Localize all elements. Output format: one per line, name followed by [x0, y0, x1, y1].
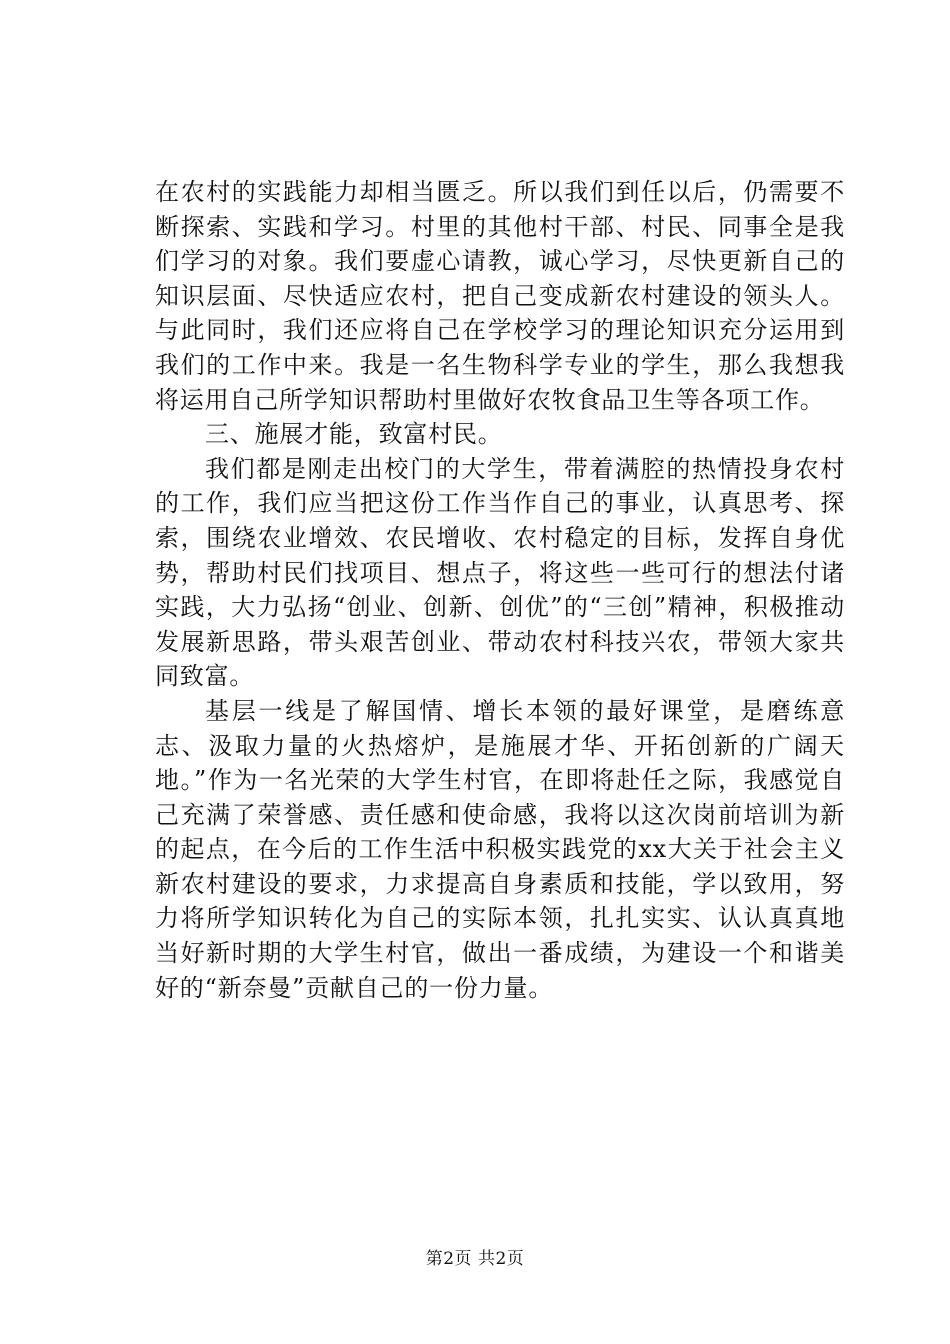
page-number-footer: 第2页 共2页	[425, 1249, 525, 1269]
paragraph: 我们都是刚走出校门的大学生，带着满腔的热情投身农村的工作，我们应当把这份工作当作自己的事业，认真思考、探索，围绕农业增效、农民增收、农村稳定的目标，发挥自身优势，帮助村民们找项目、想点子，将这些一些可行的想法付诸实践，大力弘扬“创业、创新、创优”的“三创”精神，积极推动发展新思路，带头艰苦创业、带动农村科技兴农，带领大家共同致富。	[155, 454, 845, 691]
document-body	[155, 175, 845, 1005]
paragraph-continuation: 在农村的实践能力却相当匮乏。所以我们到任以后，仍需要不断探索、实践和学习。村里的其他村干部、村民、同事全是我们学习的对象。我们要虚心请教，诚心学习，尽快更新自己的知识层面、尽快适应农村，把自己变成新农村建设的领头人。与此同时，我们还应将自己在学校学习的理论知识充分运用到我们的工作中来。我是一名生物科学专业的学生，那么我想我将运用自己所学知识帮助村里做好农牧食品卫生等各项工作。	[155, 178, 845, 414]
section-heading: 三、施展才能，致富村民。	[205, 420, 503, 449]
paragraph: 基层一线是了解国情、增长本领的最好课堂，是磨练意志、汲取力量的火热熔炉，是施展才华、开拓创新的广阔天地。”作为一名光荣的大学生村官，在即将赴任之际，我感觉自己充满了荣誉感、责任感和使命感，我将以这次岗前培训为新的起点，在今后的工作生活中积极实践党的xx大关于社会主义新农村建设的要求，力求提高自身素质和技能，学以致用，努力将所学知识转化为自己的实际本领，扎扎实实、认认真真地当好新时期的大学生村官，做出一番成绩，为建设一个和谐美好的“新奈曼”贡献自己的一份力量。	[155, 696, 845, 1002]
